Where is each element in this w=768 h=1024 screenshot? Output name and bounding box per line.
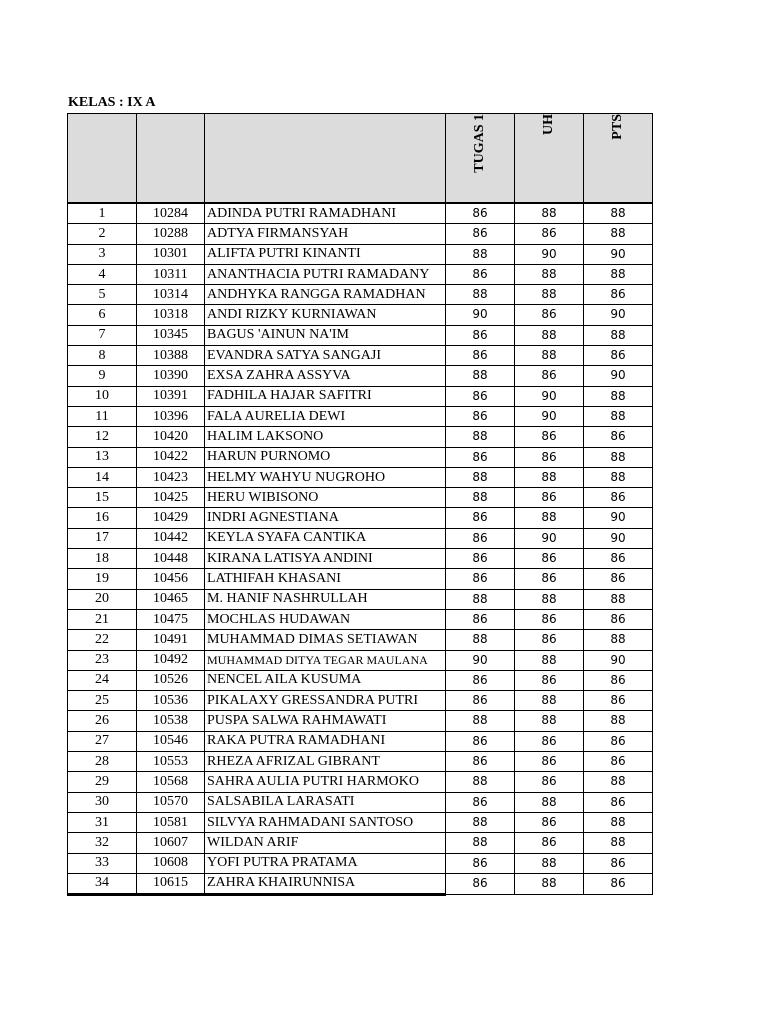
cell-nis: 10568 xyxy=(137,772,205,792)
cell-no: 3 xyxy=(68,244,137,264)
cell-name: HELMY WAHYU NUGROHO xyxy=(205,467,446,487)
grades-table xyxy=(67,113,653,896)
cell-nis: 10615 xyxy=(137,873,205,894)
cell-no: 10 xyxy=(68,386,137,406)
cell-no: 12 xyxy=(68,427,137,447)
cell-tugas1: 88 xyxy=(446,630,515,650)
cell-pts: 86 xyxy=(584,427,653,447)
cell-no: 23 xyxy=(68,650,137,670)
cell-no: 29 xyxy=(68,772,137,792)
cell-tugas1: 86 xyxy=(446,264,515,284)
cell-name: NENCEL AILA KUSUMA xyxy=(205,670,446,690)
cell-pts: 90 xyxy=(584,244,653,264)
cell-name: LATHIFAH KHASANI xyxy=(205,569,446,589)
cell-uh: 86 xyxy=(515,305,584,325)
cell-no: 22 xyxy=(68,630,137,650)
table-row xyxy=(68,508,653,528)
cell-pts: 88 xyxy=(584,467,653,487)
cell-tugas1: 88 xyxy=(446,488,515,508)
table-row xyxy=(68,873,653,894)
cell-name: FADHILA HAJAR SAFITRI xyxy=(205,386,446,406)
cell-no: 7 xyxy=(68,325,137,345)
class-title: KELAS : IX A xyxy=(68,95,156,110)
table-row xyxy=(68,731,653,751)
header-row xyxy=(68,114,653,204)
table-row xyxy=(68,549,653,569)
cell-uh: 88 xyxy=(515,203,584,224)
table-row xyxy=(68,406,653,426)
cell-uh: 86 xyxy=(515,812,584,832)
cell-pts: 86 xyxy=(584,346,653,366)
cell-pts: 88 xyxy=(584,711,653,731)
cell-nis: 10288 xyxy=(137,224,205,244)
table-row xyxy=(68,528,653,548)
cell-tugas1: 88 xyxy=(446,772,515,792)
cell-no: 31 xyxy=(68,812,137,832)
cell-no: 17 xyxy=(68,528,137,548)
cell-uh: 90 xyxy=(515,406,584,426)
cell-uh: 90 xyxy=(515,528,584,548)
table-row xyxy=(68,346,653,366)
header-no xyxy=(68,114,137,204)
cell-uh: 88 xyxy=(515,467,584,487)
table-row xyxy=(68,853,653,873)
cell-name: ANDHYKA RANGGA RAMADHAN xyxy=(205,285,446,305)
cell-uh: 88 xyxy=(515,264,584,284)
cell-pts: 88 xyxy=(584,772,653,792)
cell-tugas1: 88 xyxy=(446,366,515,386)
table-row xyxy=(68,752,653,772)
cell-nis: 10345 xyxy=(137,325,205,345)
cell-nis: 10448 xyxy=(137,549,205,569)
cell-pts: 86 xyxy=(584,691,653,711)
cell-tugas1: 88 xyxy=(446,833,515,853)
cell-uh: 86 xyxy=(515,752,584,772)
cell-tugas1: 86 xyxy=(446,792,515,812)
table-row xyxy=(68,325,653,345)
cell-uh: 86 xyxy=(515,569,584,589)
cell-uh: 86 xyxy=(515,366,584,386)
cell-nis: 10301 xyxy=(137,244,205,264)
cell-name: EVANDRA SATYA SANGAJI xyxy=(205,346,446,366)
cell-nis: 10581 xyxy=(137,812,205,832)
cell-tugas1: 88 xyxy=(446,285,515,305)
header-uh-label: UH xyxy=(541,114,556,135)
cell-nis: 10536 xyxy=(137,691,205,711)
cell-pts: 88 xyxy=(584,386,653,406)
cell-pts: 86 xyxy=(584,549,653,569)
cell-no: 13 xyxy=(68,447,137,467)
cell-no: 24 xyxy=(68,670,137,690)
cell-uh: 90 xyxy=(515,386,584,406)
cell-uh: 88 xyxy=(515,325,584,345)
cell-pts: 86 xyxy=(584,285,653,305)
cell-pts: 88 xyxy=(584,589,653,609)
cell-nis: 10608 xyxy=(137,853,205,873)
cell-name: HERU WIBISONO xyxy=(205,488,446,508)
table-body xyxy=(68,203,653,895)
cell-pts: 88 xyxy=(584,224,653,244)
table-row xyxy=(68,285,653,305)
table-row xyxy=(68,772,653,792)
cell-nis: 10553 xyxy=(137,752,205,772)
cell-pts: 86 xyxy=(584,752,653,772)
cell-nis: 10475 xyxy=(137,609,205,629)
cell-name: MOCHLAS HUDAWAN xyxy=(205,609,446,629)
table-row xyxy=(68,589,653,609)
cell-pts: 88 xyxy=(584,812,653,832)
cell-nis: 10423 xyxy=(137,467,205,487)
cell-no: 9 xyxy=(68,366,137,386)
cell-uh: 88 xyxy=(515,792,584,812)
cell-tugas1: 88 xyxy=(446,589,515,609)
cell-tugas1: 86 xyxy=(446,670,515,690)
cell-uh: 88 xyxy=(515,691,584,711)
cell-name: MUHAMMAD DIMAS SETIAWAN xyxy=(205,630,446,650)
cell-tugas1: 90 xyxy=(446,650,515,670)
header-tugas1-label: TUGAS 1 xyxy=(472,114,487,173)
cell-no: 27 xyxy=(68,731,137,751)
cell-nis: 10607 xyxy=(137,833,205,853)
table-row xyxy=(68,203,653,224)
cell-nis: 10390 xyxy=(137,366,205,386)
table-row xyxy=(68,569,653,589)
cell-tugas1: 88 xyxy=(446,812,515,832)
table-row xyxy=(68,386,653,406)
cell-no: 11 xyxy=(68,406,137,426)
cell-nis: 10526 xyxy=(137,670,205,690)
cell-pts: 90 xyxy=(584,650,653,670)
cell-name: SILVYA RAHMADANI SANTOSO xyxy=(205,812,446,832)
cell-no: 21 xyxy=(68,609,137,629)
cell-name: KIRANA LATISYA ANDINI xyxy=(205,549,446,569)
cell-nis: 10318 xyxy=(137,305,205,325)
cell-tugas1: 90 xyxy=(446,305,515,325)
table-row xyxy=(68,488,653,508)
cell-no: 5 xyxy=(68,285,137,305)
cell-tugas1: 86 xyxy=(446,691,515,711)
header-pts xyxy=(584,114,653,204)
cell-name: RHEZA AFRIZAL GIBRANT xyxy=(205,752,446,772)
cell-tugas1: 86 xyxy=(446,325,515,345)
cell-uh: 86 xyxy=(515,609,584,629)
cell-name: YOFI PUTRA PRATAMA xyxy=(205,853,446,873)
cell-tugas1: 86 xyxy=(446,609,515,629)
cell-uh: 86 xyxy=(515,630,584,650)
cell-tugas1: 86 xyxy=(446,549,515,569)
table-row xyxy=(68,630,653,650)
cell-nis: 10388 xyxy=(137,346,205,366)
cell-pts: 88 xyxy=(584,264,653,284)
cell-no: 20 xyxy=(68,589,137,609)
table-row xyxy=(68,812,653,832)
cell-tugas1: 86 xyxy=(446,386,515,406)
cell-no: 34 xyxy=(68,873,137,894)
cell-name: EXSA ZAHRA ASSYVA xyxy=(205,366,446,386)
cell-tugas1: 88 xyxy=(446,711,515,731)
cell-no: 1 xyxy=(68,203,137,224)
cell-pts: 86 xyxy=(584,731,653,751)
cell-pts: 88 xyxy=(584,630,653,650)
cell-pts: 86 xyxy=(584,792,653,812)
cell-uh: 88 xyxy=(515,346,584,366)
cell-uh: 86 xyxy=(515,731,584,751)
table-row xyxy=(68,833,653,853)
table-row xyxy=(68,264,653,284)
table-row xyxy=(68,792,653,812)
cell-no: 6 xyxy=(68,305,137,325)
cell-no: 19 xyxy=(68,569,137,589)
cell-pts: 88 xyxy=(584,833,653,853)
cell-nis: 10391 xyxy=(137,386,205,406)
cell-pts: 88 xyxy=(584,406,653,426)
cell-no: 14 xyxy=(68,467,137,487)
cell-no: 25 xyxy=(68,691,137,711)
table-row xyxy=(68,305,653,325)
cell-name: PUSPA SALWA RAHMAWATI xyxy=(205,711,446,731)
cell-uh: 88 xyxy=(515,711,584,731)
cell-name: SAHRA AULIA PUTRI HARMOKO xyxy=(205,772,446,792)
cell-tugas1: 86 xyxy=(446,346,515,366)
cell-nis: 10314 xyxy=(137,285,205,305)
cell-tugas1: 88 xyxy=(446,244,515,264)
cell-no: 28 xyxy=(68,752,137,772)
cell-no: 4 xyxy=(68,264,137,284)
table-row xyxy=(68,711,653,731)
table-row xyxy=(68,366,653,386)
cell-name: ANDI RIZKY KURNIAWAN xyxy=(205,305,446,325)
cell-nis: 10284 xyxy=(137,203,205,224)
cell-no: 18 xyxy=(68,549,137,569)
table-row xyxy=(68,224,653,244)
cell-no: 30 xyxy=(68,792,137,812)
cell-uh: 90 xyxy=(515,244,584,264)
cell-uh: 88 xyxy=(515,508,584,528)
header-uh xyxy=(515,114,584,204)
cell-name: ADINDA PUTRI RAMADHANI xyxy=(205,203,446,224)
cell-name: FALA AURELIA DEWI xyxy=(205,406,446,426)
table-row xyxy=(68,467,653,487)
cell-no: 8 xyxy=(68,346,137,366)
table-row xyxy=(68,244,653,264)
cell-pts: 86 xyxy=(584,569,653,589)
cell-tugas1: 86 xyxy=(446,406,515,426)
cell-pts: 88 xyxy=(584,325,653,345)
cell-tugas1: 86 xyxy=(446,873,515,894)
table-row xyxy=(68,691,653,711)
cell-name: ALIFTA PUTRI KINANTI xyxy=(205,244,446,264)
cell-nis: 10456 xyxy=(137,569,205,589)
cell-no: 33 xyxy=(68,853,137,873)
cell-uh: 86 xyxy=(515,447,584,467)
cell-tugas1: 88 xyxy=(446,467,515,487)
cell-uh: 86 xyxy=(515,488,584,508)
cell-uh: 86 xyxy=(515,224,584,244)
header-nis xyxy=(137,114,205,204)
cell-no: 26 xyxy=(68,711,137,731)
cell-name: PIKALAXY GRESSANDRA PUTRI xyxy=(205,691,446,711)
cell-name: BAGUS 'AINUN NA'IM xyxy=(205,325,446,345)
cell-uh: 86 xyxy=(515,670,584,690)
cell-uh: 86 xyxy=(515,549,584,569)
cell-name: HARUN PURNOMO xyxy=(205,447,446,467)
cell-name: M. HANIF NASHRULLAH xyxy=(205,589,446,609)
cell-nis: 10420 xyxy=(137,427,205,447)
cell-tugas1: 86 xyxy=(446,752,515,772)
cell-no: 32 xyxy=(68,833,137,853)
cell-no: 16 xyxy=(68,508,137,528)
cell-uh: 86 xyxy=(515,833,584,853)
cell-nis: 10538 xyxy=(137,711,205,731)
cell-nis: 10492 xyxy=(137,650,205,670)
cell-nis: 10465 xyxy=(137,589,205,609)
cell-pts: 86 xyxy=(584,609,653,629)
cell-tugas1: 88 xyxy=(446,427,515,447)
cell-nis: 10442 xyxy=(137,528,205,548)
table-row xyxy=(68,670,653,690)
cell-tugas1: 86 xyxy=(446,203,515,224)
cell-no: 15 xyxy=(68,488,137,508)
cell-pts: 90 xyxy=(584,508,653,528)
cell-nis: 10429 xyxy=(137,508,205,528)
cell-uh: 86 xyxy=(515,772,584,792)
cell-nis: 10546 xyxy=(137,731,205,751)
cell-uh: 88 xyxy=(515,873,584,894)
cell-nis: 10396 xyxy=(137,406,205,426)
cell-tugas1: 86 xyxy=(446,508,515,528)
cell-tugas1: 86 xyxy=(446,224,515,244)
cell-name: ADTYA FIRMANSYAH xyxy=(205,224,446,244)
cell-name: ANANTHACIA PUTRI RAMADANY xyxy=(205,264,446,284)
cell-pts: 88 xyxy=(584,447,653,467)
cell-pts: 86 xyxy=(584,853,653,873)
table-row xyxy=(68,427,653,447)
cell-pts: 86 xyxy=(584,670,653,690)
cell-tugas1: 86 xyxy=(446,731,515,751)
header-name xyxy=(205,114,446,204)
cell-name: RAKA PUTRA RAMADHANI xyxy=(205,731,446,751)
cell-nis: 10425 xyxy=(137,488,205,508)
cell-tugas1: 86 xyxy=(446,569,515,589)
cell-nis: 10570 xyxy=(137,792,205,812)
cell-name: WILDAN ARIF xyxy=(205,833,446,853)
cell-no: 2 xyxy=(68,224,137,244)
cell-tugas1: 86 xyxy=(446,528,515,548)
cell-pts: 90 xyxy=(584,366,653,386)
cell-nis: 10311 xyxy=(137,264,205,284)
cell-uh: 88 xyxy=(515,853,584,873)
cell-pts: 88 xyxy=(584,203,653,224)
table-row xyxy=(68,609,653,629)
cell-nis: 10491 xyxy=(137,630,205,650)
table-row xyxy=(68,650,653,670)
cell-pts: 90 xyxy=(584,528,653,548)
cell-pts: 86 xyxy=(584,488,653,508)
header-tugas1 xyxy=(446,114,515,204)
cell-uh: 86 xyxy=(515,427,584,447)
header-pts-label: PTS xyxy=(610,114,625,140)
cell-uh: 88 xyxy=(515,285,584,305)
cell-pts: 86 xyxy=(584,873,653,894)
cell-nis: 10422 xyxy=(137,447,205,467)
table-header xyxy=(68,114,653,204)
cell-name: SALSABILA LARASATI xyxy=(205,792,446,812)
table-row xyxy=(68,447,653,467)
cell-name: MUHAMMAD DITYA TEGAR MAULANA xyxy=(205,650,446,670)
cell-name: ZAHRA KHAIRUNNISA xyxy=(205,873,446,894)
cell-name: INDRI AGNESTIANA xyxy=(205,508,446,528)
cell-uh: 88 xyxy=(515,650,584,670)
cell-name: HALIM LAKSONO xyxy=(205,427,446,447)
cell-uh: 88 xyxy=(515,589,584,609)
cell-tugas1: 86 xyxy=(446,447,515,467)
cell-tugas1: 86 xyxy=(446,853,515,873)
cell-name: KEYLA SYAFA CANTIKA xyxy=(205,528,446,548)
cell-pts: 90 xyxy=(584,305,653,325)
